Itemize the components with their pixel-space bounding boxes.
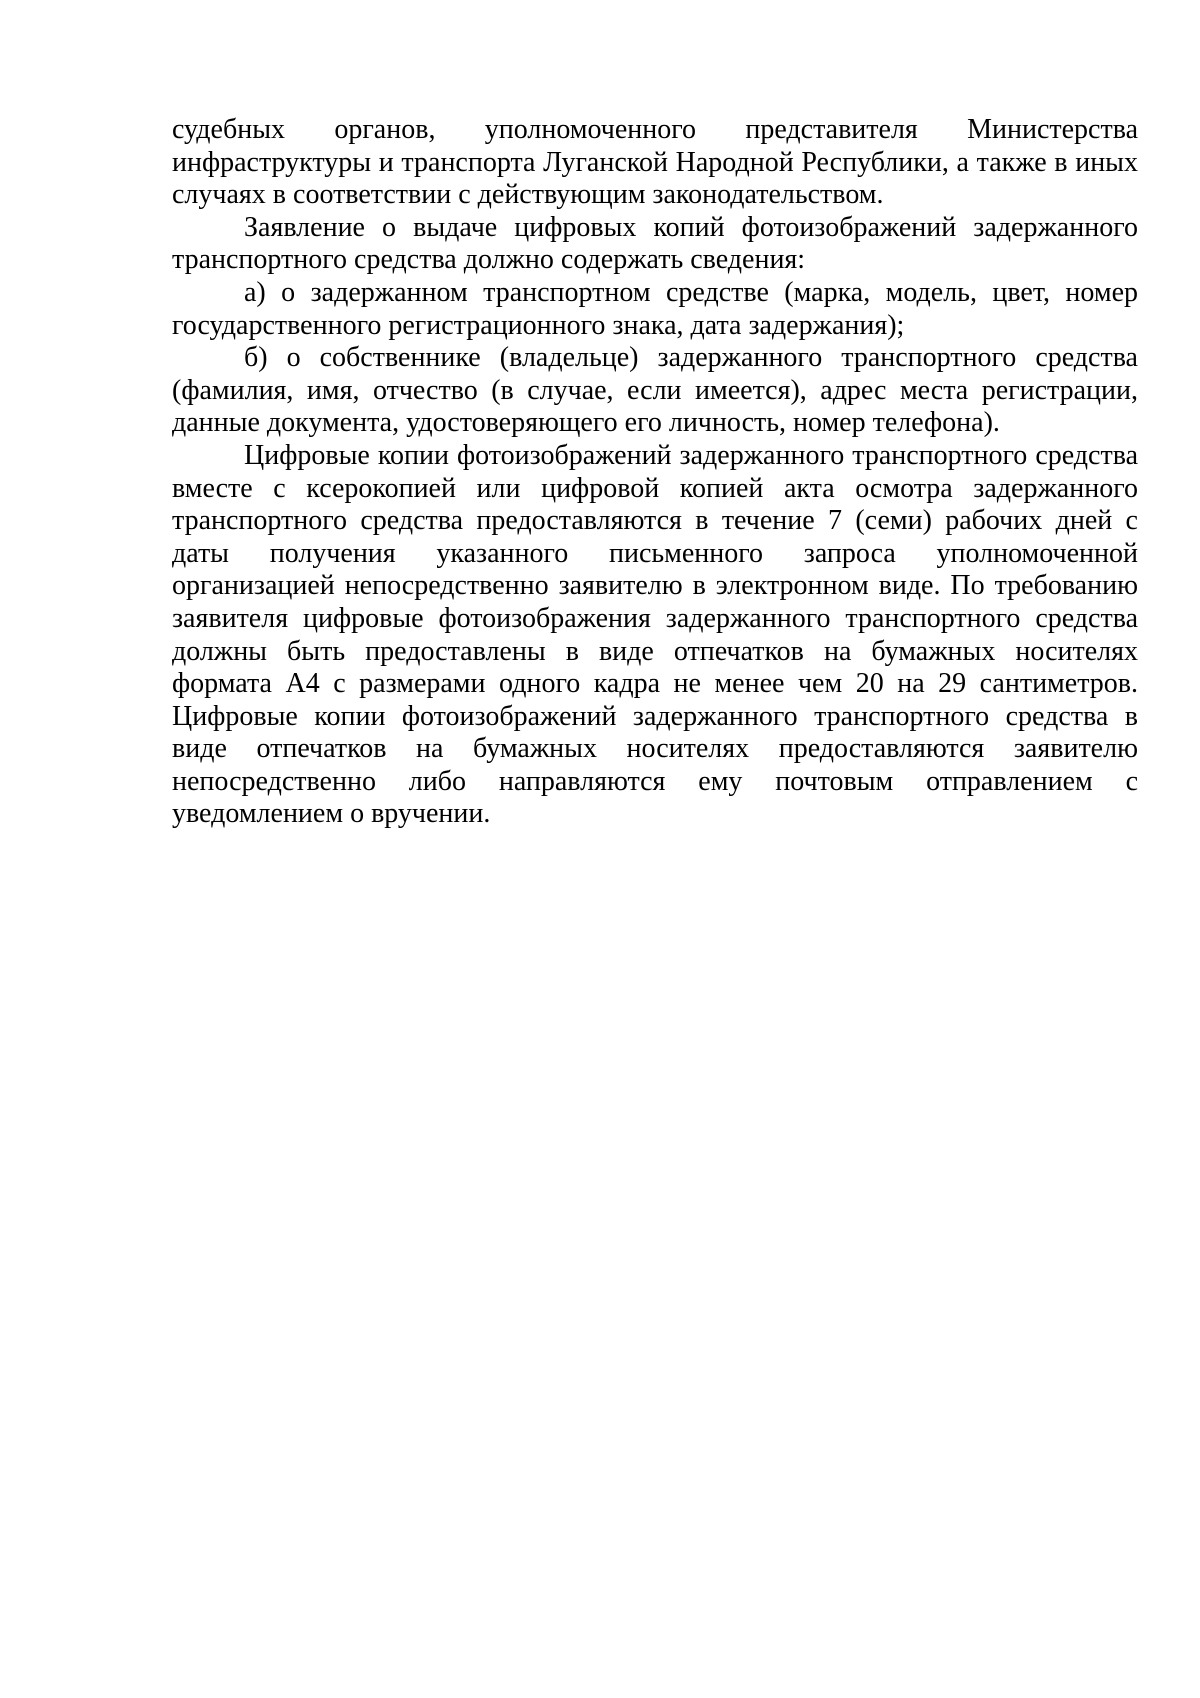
paragraph-item-b: б) о собственнике (владельце) задержанного транспортного средства (фамилия, имя, отчество (в случае, если имеется), адрес места регистрации, данные документа, удостоверяющего его личность, номер телефона). xyxy=(172,342,1138,439)
document-body xyxy=(172,114,1138,831)
paragraph-continuation: судебных органов, уполномоченного представителя Министерства инфраструктуры и транспорта Луганской Народной Республики, а также в иных случаях в соответствии с действующим законодательством. xyxy=(172,114,1138,211)
paragraph-application-content: Заявление о выдаче цифровых копий фотоизображений задержанного транспортного средства должно содержать сведения: xyxy=(172,211,1138,276)
paragraph-item-a: а) о задержанном транспортном средстве (марка, модель, цвет, номер государственного регистрационного знака, дата задержания); xyxy=(172,276,1138,341)
paragraph-digital-copies: Цифровые копии фотоизображений задержанного транспортного средства вместе с ксерокопией или цифровой копией акта осмотра задержанного транспортного средства предоставляются в течение 7 (семи) рабочих дней с даты получения указанного письменного запроса уполномоченной организацией непосредственно заявителю в электронном виде. По требованию заявителя цифровые фотоизображения задержанного транспортного средства должны быть предоставлены в виде отпечатков на бумажных носителях формата А4 с размерами одного кадра не менее чем 20 на 29 сантиметров. Цифровые копии фотоизображений задержанного транспортного средства в виде отпечатков на бумажных носителях предоставляются заявителю непосредственно либо направляются ему почтовым отправлением с уведомлением о вручении. xyxy=(172,439,1138,830)
